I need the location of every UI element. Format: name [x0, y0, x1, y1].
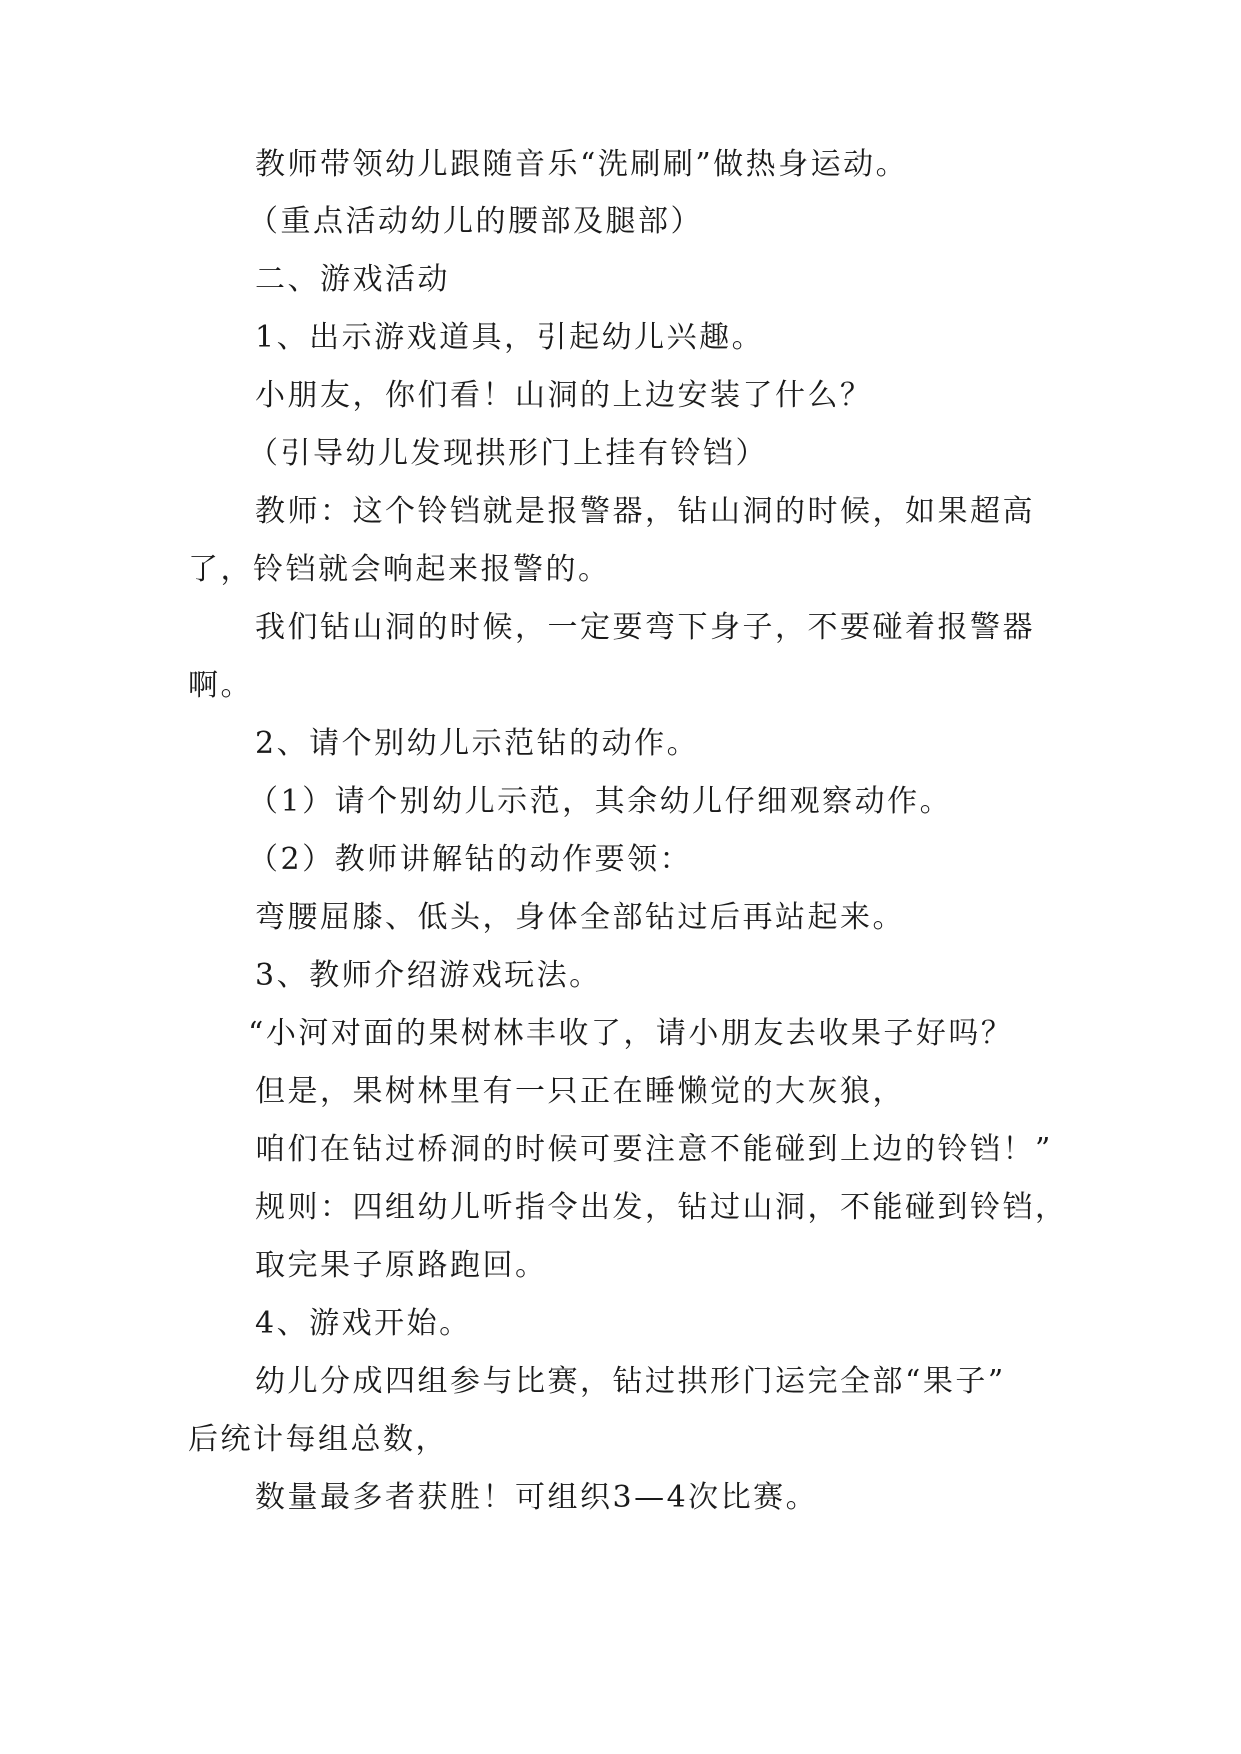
paragraph-line: 教师带领幼儿跟随音乐“洗刷刷”做热身运动。 — [255, 147, 909, 182]
paragraph-line: 咱们在钻过桥洞的时候可要注意不能碰到上边的铃铛！” — [255, 1132, 1053, 1167]
paragraph-line: （2）教师讲解钻的动作要领： — [248, 842, 693, 877]
step-heading: 2、请个别幼儿示范钻的动作。 — [255, 726, 700, 761]
paragraph-line: （引导幼儿发现拱形门上挂有铃铛） — [248, 436, 768, 471]
paragraph-line: 后统计每组总数， — [188, 1422, 448, 1457]
section-heading: 二、游戏活动 — [255, 262, 450, 297]
paragraph-line: 了，铃铛就会响起来报警的。 — [188, 552, 611, 587]
paragraph-line: 数量最多者获胜！可组织3—4次比赛。 — [255, 1480, 819, 1515]
paragraph-line: 规则：四组幼儿听指令出发，钻过山洞，不能碰到铃铛， — [255, 1190, 1068, 1225]
paragraph-line: 教师：这个铃铛就是报警器，钻山洞的时候，如果超高 — [255, 494, 1035, 529]
paragraph-line: “小河对面的果树林丰收了，请小朋友去收果子好吗？ — [248, 1016, 1014, 1051]
paragraph-line: 幼儿分成四组参与比赛，钻过拱形门运完全部“果子” — [255, 1364, 1006, 1399]
paragraph-line: 啊。 — [188, 668, 253, 703]
paragraph-line: （1）请个别幼儿示范，其余幼儿仔细观察动作。 — [248, 784, 953, 819]
step-heading: 3、教师介绍游戏玩法。 — [255, 958, 602, 993]
paragraph-line: （重点活动幼儿的腰部及腿部） — [248, 204, 703, 239]
paragraph-line: 但是，果树林里有一只正在睡懒觉的大灰狼， — [255, 1074, 905, 1109]
step-heading: 4、游戏开始。 — [255, 1306, 472, 1341]
paragraph-line: 我们钻山洞的时候，一定要弯下身子，不要碰着报警器 — [255, 610, 1035, 645]
paragraph-line: 小朋友，你们看！山洞的上边安装了什么？ — [255, 378, 873, 413]
step-heading: 1、出示游戏道具，引起幼儿兴趣。 — [255, 320, 765, 355]
paragraph-line: 取完果子原路跑回。 — [255, 1248, 548, 1283]
paragraph-line: 弯腰屈膝、低头，身体全部钻过后再站起来。 — [255, 900, 905, 935]
